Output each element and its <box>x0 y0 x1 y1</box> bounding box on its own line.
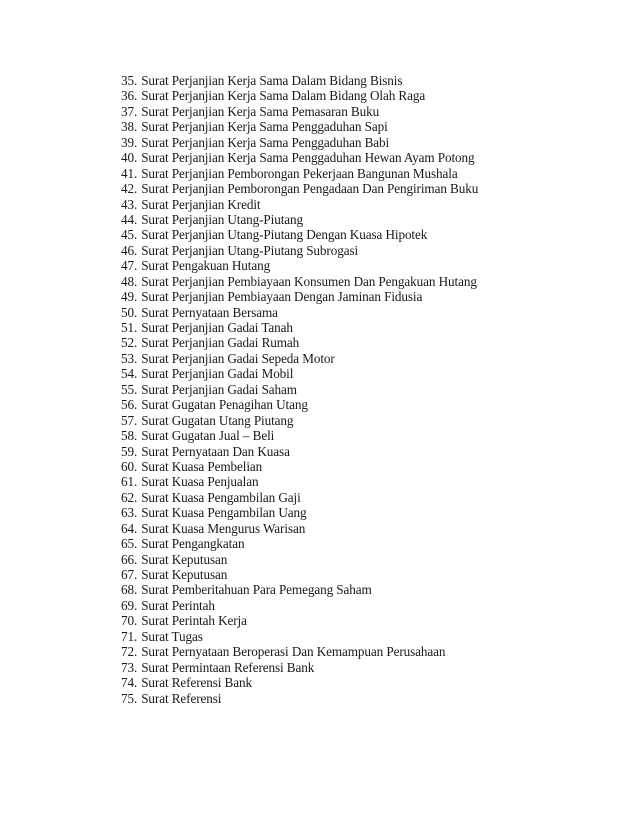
list-item <box>121 320 478 335</box>
list-item-text: Surat Keputusan <box>141 551 228 567</box>
list-item <box>121 135 478 150</box>
list-item-text: Surat Pernyataan Bersama <box>141 304 278 320</box>
list-item <box>121 428 478 443</box>
list-item-number: 58. <box>121 428 138 444</box>
list-item-number: 53. <box>121 350 138 366</box>
list-item-text: Surat Perjanjian Pemborongan Pengadaan Dan Pengiriman Buku <box>141 181 479 197</box>
list-item-number: 43. <box>121 196 138 212</box>
list-item-text: Surat Pernyataan Beroperasi Dan Kemampuan Perusahaan <box>141 644 446 660</box>
list-item-text: Surat Perjanjian Kerja Sama Dalam Bidang Olah Raga <box>141 88 426 104</box>
list-item-text: Surat Perjanjian Kerja Sama Penggaduhan Sapi <box>141 119 388 135</box>
list-item <box>121 552 478 567</box>
list-item-number: 61. <box>121 474 138 490</box>
list-item-number: 39. <box>121 134 138 150</box>
list-item <box>121 536 478 551</box>
list-item <box>121 382 478 397</box>
list-item <box>121 243 478 258</box>
list-item-number: 37. <box>121 103 138 119</box>
list-item-text: Surat Kuasa Pengambilan Uang <box>141 505 307 521</box>
list-item-text: Surat Kuasa Pengambilan Gaji <box>141 489 301 505</box>
list-item-text: Surat Gugatan Utang Piutang <box>141 412 294 428</box>
list-item-number: 73. <box>121 659 138 675</box>
list-item-number: 35. <box>121 73 138 88</box>
list-item <box>121 274 478 289</box>
list-item-number: 51. <box>121 320 138 335</box>
list-item-text: Surat Perjanjian Utang-Piutang Dengan Kuasa Hipotek <box>141 227 428 243</box>
list-item-number: 42. <box>121 181 138 197</box>
list-item-number: 66. <box>121 551 138 567</box>
list-item-text: Surat Pengangkatan <box>141 536 245 552</box>
list-item <box>121 675 478 690</box>
list-item <box>121 289 478 304</box>
list-item-number: 71. <box>121 628 138 644</box>
list-item-number: 50. <box>121 304 138 320</box>
list-item-text: Surat Perjanjian Kerja Sama Penggaduhan Babi <box>141 134 390 150</box>
list-item-number: 46. <box>121 242 138 258</box>
list-item-number: 68. <box>121 582 138 598</box>
list-item-number: 59. <box>121 443 138 459</box>
list-item-number: 36. <box>121 88 138 104</box>
list-item <box>121 119 478 134</box>
list-item-text: Surat Referensi Bank <box>141 675 252 691</box>
list-item-text: Surat Perjanjian Gadai Saham <box>141 381 297 397</box>
list-item <box>121 150 478 165</box>
list-item <box>121 181 478 196</box>
list-item <box>121 227 478 242</box>
list-item-text: Surat Perjanjian Gadai Tanah <box>141 320 293 335</box>
list-item-number: 55. <box>121 381 138 397</box>
list-item-text: Surat Perjanjian Gadai Rumah <box>141 335 300 351</box>
list-item-text: Surat Perjanjian Utang-Piutang <box>141 211 303 227</box>
list-item <box>121 444 478 459</box>
list-item-number: 45. <box>121 227 138 243</box>
list-item <box>121 567 478 582</box>
list-item-text: Surat Perjanjian Pembiayaan Konsumen Dan Pengakuan Hutang <box>141 273 477 289</box>
list-item-text: Surat Perjanjian Utang-Piutang Subrogasi <box>141 242 359 258</box>
list-item-text: Surat Permintaan Referensi Bank <box>141 659 315 675</box>
list-item-number: 72. <box>121 644 138 660</box>
list-item-number: 69. <box>121 597 138 613</box>
list-item <box>121 598 478 613</box>
list-item-text: Surat Pemberitahuan Para Pemegang Saham <box>141 582 372 598</box>
list-item <box>121 366 478 381</box>
list-item-number: 62. <box>121 489 138 505</box>
list-item-text: Surat Perjanjian Kerja Sama Dalam Bidang Bisnis <box>141 73 403 88</box>
list-item-number: 48. <box>121 273 138 289</box>
list-item <box>121 73 478 88</box>
list-item <box>121 490 478 505</box>
list-item <box>121 397 478 412</box>
list-item <box>121 660 478 675</box>
list-item <box>121 88 478 103</box>
list-item-text: Surat Perintah <box>141 597 215 613</box>
list-item <box>121 505 478 520</box>
list-item <box>121 335 478 350</box>
list-item <box>121 351 478 366</box>
list-item <box>121 212 478 227</box>
list-item-number: 60. <box>121 458 138 474</box>
list-item-number: 75. <box>121 690 138 706</box>
list-item-number: 56. <box>121 397 138 413</box>
list-item-number: 49. <box>121 289 138 305</box>
list-item <box>121 166 478 181</box>
list-item <box>121 521 478 536</box>
list-item-text: Surat Perjanjian Kredit <box>141 196 261 212</box>
list-item-text: Surat Pernyataan Dan Kuasa <box>141 443 290 459</box>
list-item-text: Surat Tugas <box>141 628 203 644</box>
list-item-number: 44. <box>121 211 138 227</box>
list-item-text: Surat Pengakuan Hutang <box>141 258 271 274</box>
list-item <box>121 644 478 659</box>
list-item-text: Surat Referensi <box>141 690 222 706</box>
list-item-text: Surat Gugatan Penagihan Utang <box>141 397 308 413</box>
list-item-number: 38. <box>121 119 138 135</box>
list-item <box>121 258 478 273</box>
list-item-text: Surat Kuasa Penjualan <box>141 474 259 490</box>
list-item <box>121 104 478 119</box>
list-item-number: 74. <box>121 675 138 691</box>
list-item-text: Surat Perjanjian Pemborongan Pekerjaan Bangunan Mushala <box>141 165 458 181</box>
list-item-text: Surat Perjanjian Gadai Mobil <box>141 366 294 382</box>
list-item-text: Surat Keputusan <box>141 567 228 582</box>
list-item-text: Surat Kuasa Mengurus Warisan <box>141 520 306 536</box>
list-item <box>121 691 478 706</box>
list-item-number: 65. <box>121 536 138 552</box>
list-item-number: 57. <box>121 412 138 428</box>
list-item <box>121 197 478 212</box>
list-item-text: Surat Perjanjian Gadai Sepeda Motor <box>141 350 335 366</box>
list-item-number: 64. <box>121 520 138 536</box>
list-item <box>121 582 478 597</box>
letter-type-list <box>121 73 478 706</box>
list-item-number: 52. <box>121 335 138 351</box>
list-item-text: Surat Perintah Kerja <box>141 613 247 629</box>
list-item-text: Surat Perjanjian Kerja Sama Penggaduhan Hewan Ayam Potong <box>141 150 475 166</box>
list-item-number: 54. <box>121 366 138 382</box>
list-item-number: 47. <box>121 258 138 274</box>
list-item <box>121 459 478 474</box>
list-item-text: Surat Perjanjian Kerja Sama Pemasaran Buku <box>141 103 380 119</box>
list-item-number: 63. <box>121 505 138 521</box>
list-item <box>121 305 478 320</box>
list-item-number: 70. <box>121 613 138 629</box>
list-item-text: Surat Gugatan Jual – Beli <box>141 428 275 444</box>
list-item <box>121 474 478 489</box>
list-item-number: 40. <box>121 150 138 166</box>
list-item-text: Surat Perjanjian Pembiayaan Dengan Jaminan Fidusia <box>141 289 423 305</box>
list-item-number: 67. <box>121 567 138 582</box>
list-item-number: 41. <box>121 165 138 181</box>
list-item-text: Surat Kuasa Pembelian <box>141 458 263 474</box>
list-item <box>121 413 478 428</box>
list-item <box>121 613 478 628</box>
list-item <box>121 629 478 644</box>
